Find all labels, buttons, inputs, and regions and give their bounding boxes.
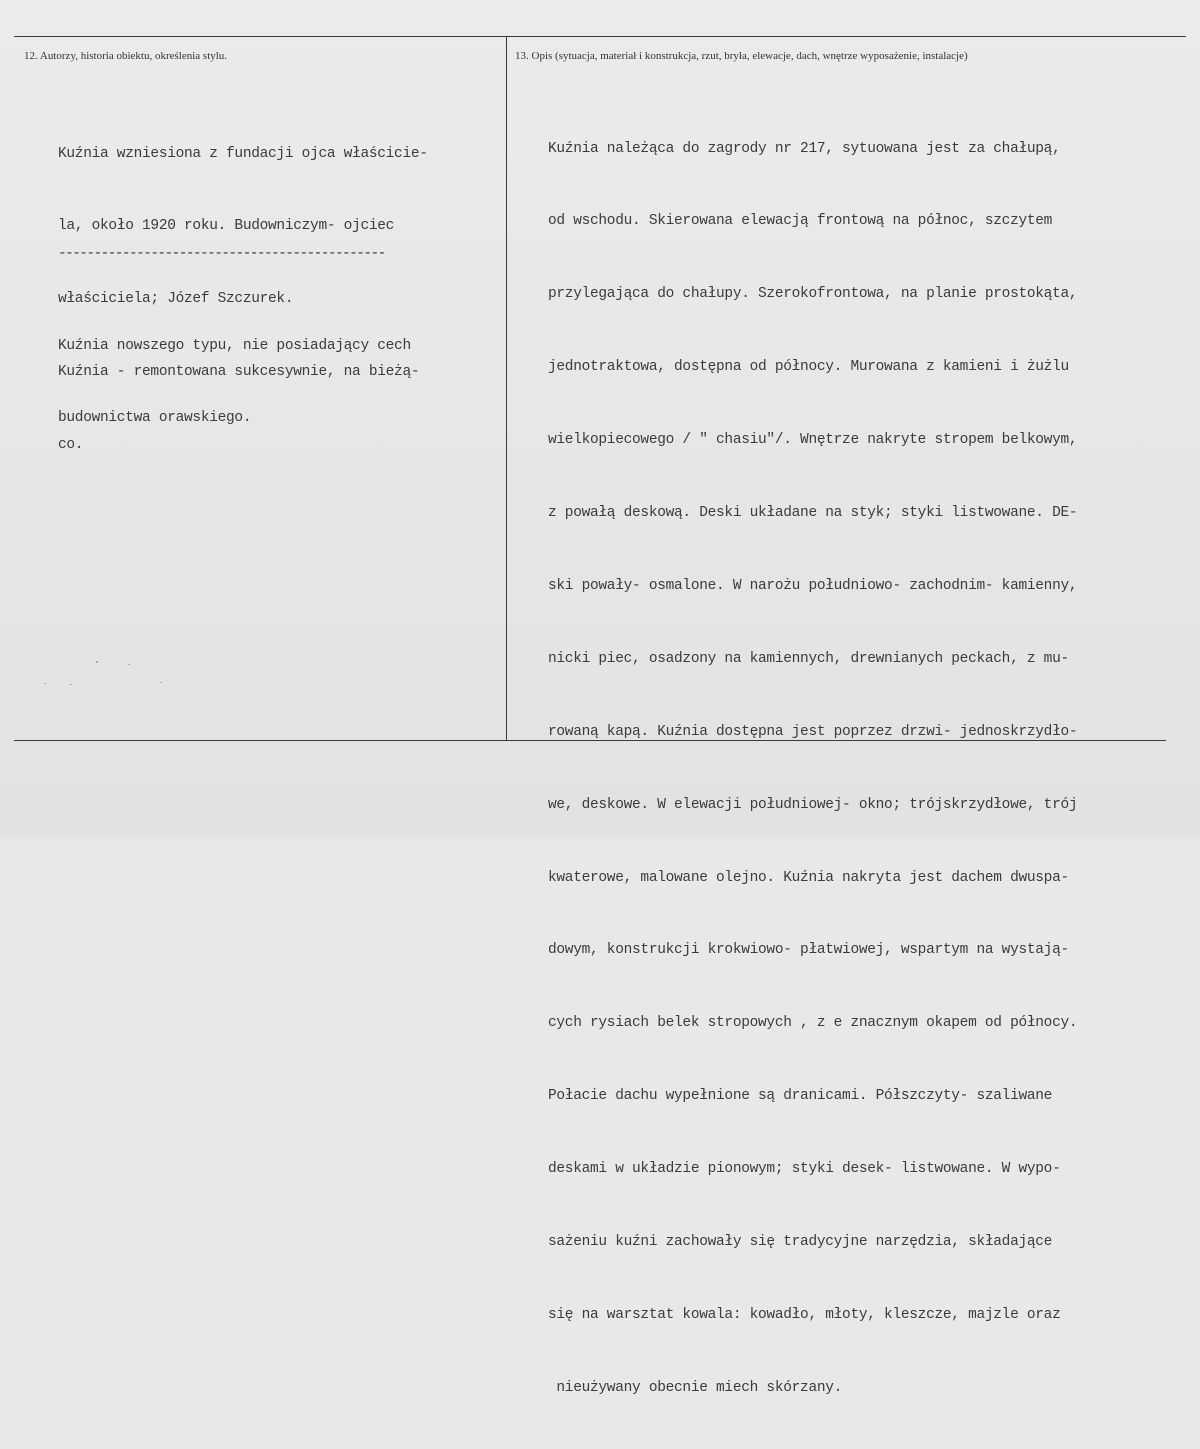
- paper-speck: [44, 683, 46, 684]
- text-line: dowym, konstrukcji krokwiowo- płatwiowej, wspartym na wystają-: [548, 942, 1069, 959]
- text-line: wielkopiecowego / " chasiu"/. Wnętrze nakryte stropem belkowym,: [548, 432, 1078, 449]
- text-line: ski powały- osmalone. W narożu południowo- zachodnim- kamienny,: [548, 577, 1078, 594]
- text-line: Kuźnia należąca do zagrody nr 217, sytuowana jest za chałupą,: [548, 140, 1061, 157]
- paper-speck: [160, 682, 162, 683]
- text-line: jednotraktowa, dostępna od północy. Murowana z kamieni i żużlu: [548, 359, 1069, 376]
- text-line: Połacie dachu wypełnione są dranicami. Półszczyty- szaliwane: [548, 1088, 1053, 1105]
- text-line: nieużywany obecnie miech skórzany.: [548, 1379, 843, 1396]
- style-text: [58, 285, 411, 479]
- text-line: sażeniu kuźni zachowały się tradycyjne narzędzia, składające: [548, 1233, 1053, 1250]
- text-line: właściciela; Józef Szczurek.: [58, 291, 294, 308]
- text-line: budownictwa orawskiego.: [58, 410, 252, 427]
- description-text: [548, 88, 1077, 1449]
- dashed-separator: ----------------------------------------------: [58, 246, 385, 262]
- text-line: rowaną kapą. Kuźnia dostępna jest poprzez drzwi- jednoskrzydło-: [548, 723, 1078, 740]
- section-13-header: 13. Opis (sytuacja, materiał i konstrukcja, rzut, bryła, elewacje, dach, wnętrze wyposażenie, instalacje): [515, 50, 968, 62]
- paper-speck: [70, 684, 72, 685]
- text-line: kwaterowe, malowane olejno. Kuźnia nakryta jest dachem dwuspa-: [548, 869, 1069, 886]
- text-line: nicki piec, osadzony na kamiennych, drewnianych peckach, z mu-: [548, 650, 1069, 667]
- text-line: z powałą deskową. Deski układane na styk; styki listwowane. DE-: [548, 505, 1078, 522]
- text-line: deskami w układzie pionowym; styki desek- listwowane. W wypo-: [548, 1161, 1061, 1178]
- top-rule: [14, 36, 1186, 37]
- column-divider: [506, 37, 507, 741]
- text-line: Kuźnia nowszego typu, nie posiadający cech: [58, 337, 411, 354]
- text-line: od wschodu. Skierowana elewacją frontową na północ, szczytem: [548, 213, 1053, 230]
- text-line: Kuźnia - remontowana sukcesywnie, na bieżą-: [58, 364, 420, 381]
- text-line: przylegająca do chałupy. Szerokofrontowa, na planie prostokąta,: [548, 286, 1078, 303]
- section-12-header: 12. Autorzy, historia obiektu, określenia stylu.: [24, 50, 228, 62]
- text-line: się na warsztat kowala: kowadło, młoty, kleszcze, majzle oraz: [548, 1306, 1061, 1323]
- paper-speck: [96, 661, 98, 663]
- text-line: la, około 1920 roku. Budowniczym- ojciec: [58, 218, 395, 235]
- text-line: Kuźnia wzniesiona z fundacji ojca właścicie-: [58, 145, 428, 162]
- text-line: co.: [58, 437, 84, 454]
- text-line: cych rysiach belek stropowych , z e znacznym okapem od północy.: [548, 1015, 1078, 1032]
- text-line: we, deskowe. W elewacji południowej- okno; trójskrzydłowe, trój: [548, 796, 1078, 813]
- paper-speck: [128, 664, 130, 665]
